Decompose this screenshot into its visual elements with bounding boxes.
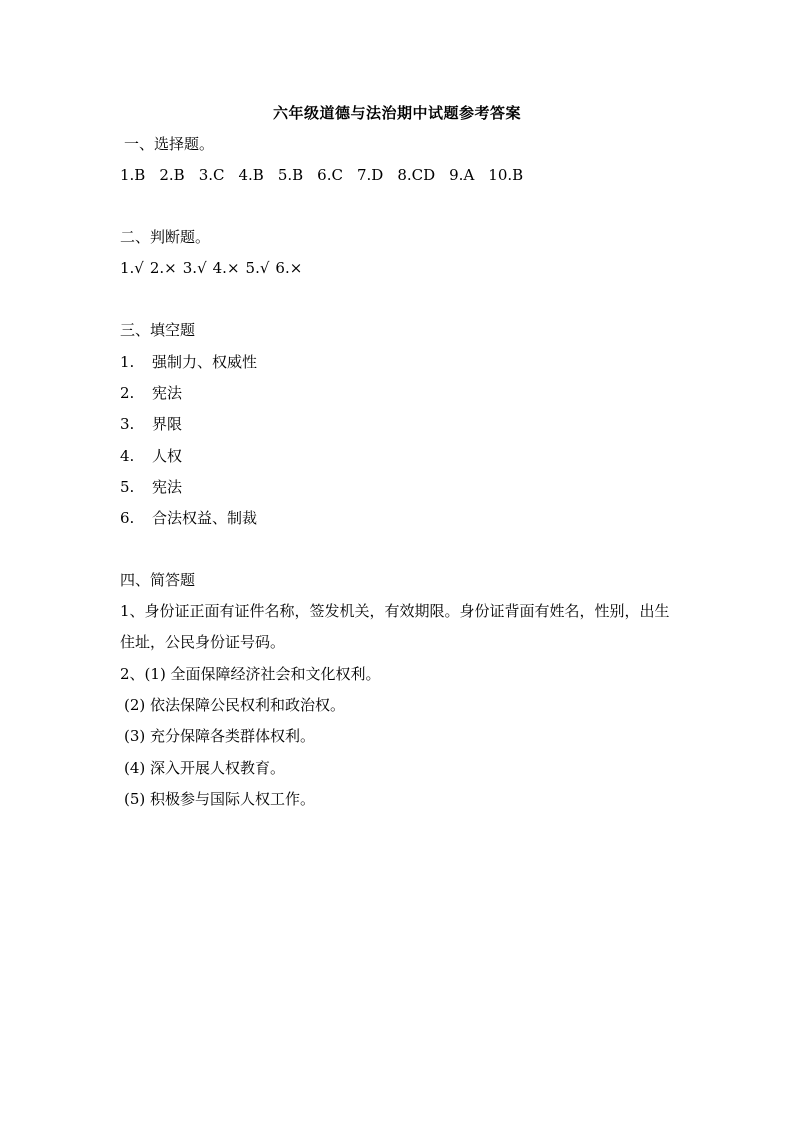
section-3-heading: 三、填空题 [120, 321, 196, 339]
answer-item: 8.CD [397, 166, 436, 184]
document-title: 六年级道德与法治期中试题参考答案 [272, 104, 521, 122]
item-number: 5. [120, 478, 135, 496]
fill-blank-item [120, 446, 182, 466]
short-answer-2-line: (3) 充分保障各类群体权利。 [124, 727, 316, 745]
fill-blank-item [120, 414, 182, 434]
answer-item: 4.× [212, 259, 240, 277]
item-text: 宪法 [152, 478, 183, 496]
short-answer-2-line: 2、(1) 全面保障经济社会和文化权利。 [120, 665, 381, 683]
answer-item: 1.B [120, 166, 146, 184]
answer-item: 5.B [277, 166, 304, 184]
item-number: 6. [120, 509, 135, 527]
item-text: 人权 [152, 447, 183, 465]
answer-item: 9.A [449, 166, 475, 184]
fill-blank-item [120, 477, 182, 497]
section-2-heading: 二、判断题。 [120, 228, 211, 246]
item-text: 强制力、权威性 [152, 353, 258, 371]
item-number: 1. [120, 353, 135, 371]
answer-item: 4.B [238, 166, 264, 184]
answer-item: 1.√ [120, 259, 144, 277]
answer-item: 6.C [317, 166, 343, 184]
true-false-answers [120, 258, 308, 278]
item-text: 界限 [152, 415, 183, 433]
multiple-choice-answers [120, 165, 537, 185]
fill-blank-item [120, 508, 257, 528]
answer-item: 2.B [159, 166, 185, 184]
answer-item: 7.D [356, 166, 384, 184]
short-answer-2-line: (4) 深入开展人权教育。 [124, 759, 286, 777]
answer-item: 10.B [488, 166, 524, 184]
item-number: 2. [120, 384, 135, 402]
answer-item: 3.√ [182, 259, 207, 277]
answer-item: 3.C [198, 166, 225, 184]
short-answer-2-line: (2) 依法保障公民权利和政治权。 [124, 696, 346, 714]
answer-item: 2.× [149, 259, 177, 277]
answer-item: 5.√ [245, 259, 270, 277]
answer-item: 6.× [275, 259, 303, 277]
short-answer-2-line: (5) 积极参与国际人权工作。 [124, 790, 316, 808]
item-text: 合法权益、制裁 [152, 509, 258, 527]
short-answer-1: 1、身份证正面有证件名称，签发机关，有效期限。身份证背面有姓名，性别，出生住址，公民身份证号码。 [120, 602, 670, 651]
fill-blank-item [120, 352, 257, 372]
item-text: 宪法 [152, 384, 183, 402]
item-number: 4. [120, 447, 135, 465]
section-4-heading: 四、简答题 [120, 571, 196, 589]
section-1-heading: 一、选择题。 [124, 135, 215, 153]
fill-blank-item [120, 383, 182, 403]
item-number: 3. [120, 415, 135, 433]
